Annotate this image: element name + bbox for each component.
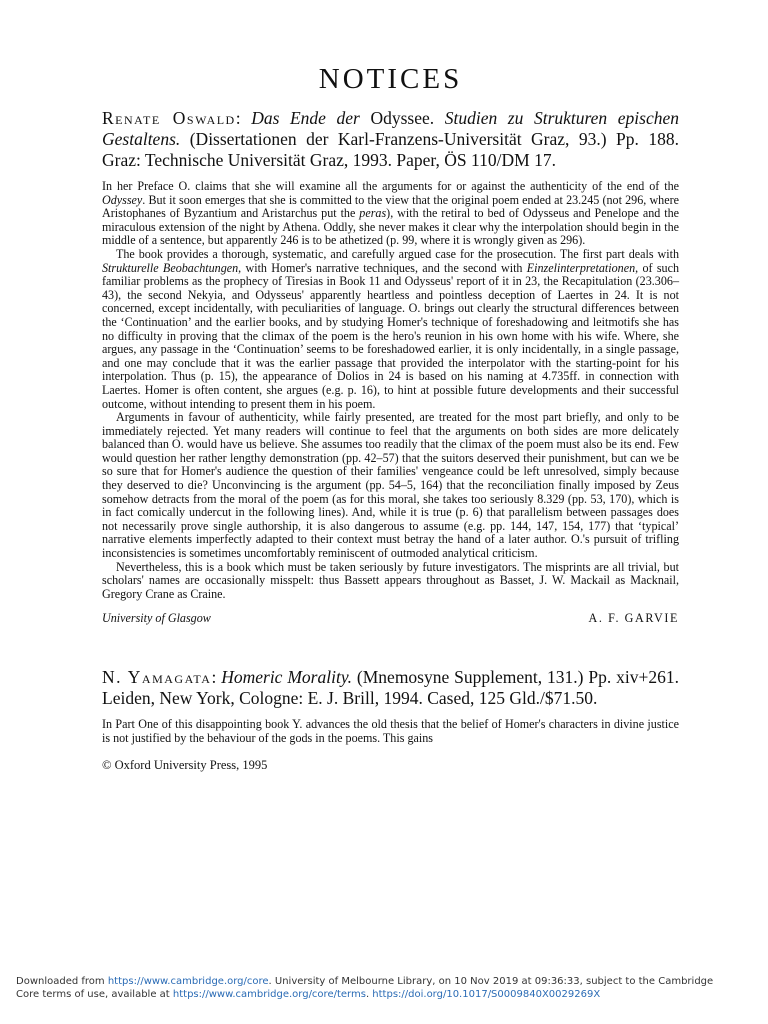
cambridge-core-link[interactable]: https://www.cambridge.org/core (107, 976, 269, 987)
review-1-author: Renate Oswald (102, 108, 236, 128)
review-1-citation (102, 108, 679, 171)
page-content (102, 0, 679, 772)
footer-text: . (365, 989, 373, 1000)
review-1-paragraph-2: The book provides a thorough, systematic, and carefully argued case for the prosecution. The first part deals with Strukturelle Beobachtungen, with Homer's narrative techniques, and the second with Einzelinterpretationen, of such familiar problems as the prophecy of Tiresias in Book 11 and Odysseus' report of it in 23, the Recapitulation (23.306–43), the second Nekyia, and Odysseus' apparently heartless and pointless deception of Laertes in 24. It is not concerned, except incidentally, with peculiarities of language. O. brings out clearly the structural differences between the ‘Continuation’ and the earlier books, and by studying Homer's technique of foreshadowing and leitmotifs she has no difficulty in proving that the climax of the poem is the hero's reunion in his own home with his wife. Where, she argues, any passage in the ‘Continuation’ seems to be foreshadowed earlier, it is only incidentally, in a single passage, and one may conclude that it was the earlier passage that provided the interpolator with the starting-point for his interpolation. Thus (p. 15), the appearance of Dolios in 24 is based on his naming at 4.735ff. in connection with Laertes. Homer is often content, she argues (e.g. p. 16), to hint at possible future developments and their successful outcome, without intending to present them in his poem. (102, 246, 679, 411)
download-footer (16, 975, 746, 1001)
review-2-body (102, 718, 679, 745)
review-2-title: Homeric Morality. (221, 667, 353, 688)
terms-link[interactable]: https://www.cambridge.org/core/terms (172, 989, 366, 1000)
review-2-citation (102, 667, 679, 709)
review-2-paragraph-1: In Part One of this disappointing book Y. advances the old thesis that the belief of Homer's characters in divine justice is not justified by the behaviour of the gods in the poems. This gains (102, 717, 679, 745)
review-1-signoff (102, 611, 679, 625)
review-1-publication-details: (Dissertationen der Karl-Franzens-Universität Graz, 93.) Pp. 188. Graz: Technische Universität Graz, 1993. Paper, ÖS 110/DM 17. (102, 129, 679, 170)
footer-text: Downloaded from (16, 976, 108, 987)
section-heading: NOTICES (318, 63, 463, 95)
copyright-notice: © Oxford University Press, 1995 (102, 757, 268, 772)
review-1-title-part-a: Das Ende der (251, 108, 360, 128)
review-1-title-part-c: Studien zu Strukturen epischen Gestaltens. (102, 108, 679, 149)
footer-text: . University of Melbourne Library, on 10 Nov 2019 at 09:36:33, subject to the Cambridge (268, 976, 714, 987)
doi-link[interactable]: https://doi.org/10.1017/S0009840X0029269X (372, 989, 601, 1000)
review-1-body (102, 180, 679, 601)
review-1-paragraph-3: Arguments in favour of authenticity, while fairly presented, are treated for the most part briefly, and only to be immediately rejected. Yet many readers will continue to feel that the arguments on both sides are more delicately balanced than O. would have us believe. She assumes too readily that the climax of the poem must also be its end. Few would question her rather lengthy demonstration (pp. 42–57) that the suitors deserved their punishment, but can we be so sure that for Homer's audience the question of their families' vengeance could be left unresolved, simply because they deserved to die? Unconvincing is the argument (pp. 54–5, 164) that the reconciliation finally imposed by Zeus somehow detracts from the moral of the poem (as for this moral, she takes too seriously 8.329 (pp. 53, 170), which is in fact comically undercut in the following lines). And, while it is true (p. 6) that parallelism between passages does not necessarily prove single authorship, it is also dangerous to assume (e.g. pp. 144, 147, 154, 177) that ‘typical’ narrative elements imperfectly adapted to their context must betray the hand of a later author. O.'s pursuit of trifling inconsistencies is sometimes uncomfortably reminiscent of outmoded analytical criticism. (102, 410, 679, 561)
review-2-author: N. Yamagata (102, 667, 212, 688)
review-1-paragraph-1: In her Preface O. claims that she will examine all the arguments for or against the authenticity of the end of the Odyssey. But it soon emerges that she is committed to the view that the original poem ended at 23.245 (not 296, where Aristophanes of Byzantium and Aristarchus put the peras), with the retiral to bed of Odysseus and Penelope and the miraculous extension of the night by Athena. Oddly, she never makes it clear why the interpolation should begin in the middle of a sentence, but apparently 246 is to be athetized (p. 99, where it is wrongly given as 296). (102, 179, 679, 248)
footer-text: Core terms of use, available at (16, 989, 173, 1000)
author-separator: : (235, 108, 252, 128)
review-1-paragraph-4: Nevertheless, this is a book which must be taken seriously by future investigators. The misprints are all trivial, but scholars' names are occasionally misspelt: thus Bassett appears throughout as Basset, J. W. Mackail as Macknail, Gregory Crane as Craine. (102, 559, 679, 601)
review-1-title-part-b: Odyssee. (359, 108, 445, 128)
reviewer-affiliation: University of Glasgow (102, 611, 211, 626)
author-separator: : (211, 667, 222, 688)
review-2-publication-details: (Mnemosyne Supplement, 131.) Pp. xiv+261. Leiden, New York, Cologne: E. J. Brill, 1994. Cased, 125 Gld./$71.50. (102, 667, 679, 709)
footer-line-2 (16, 988, 746, 1001)
footer-line-1 (16, 975, 746, 988)
reviewer-name: A. F. GARVIE (588, 611, 679, 626)
